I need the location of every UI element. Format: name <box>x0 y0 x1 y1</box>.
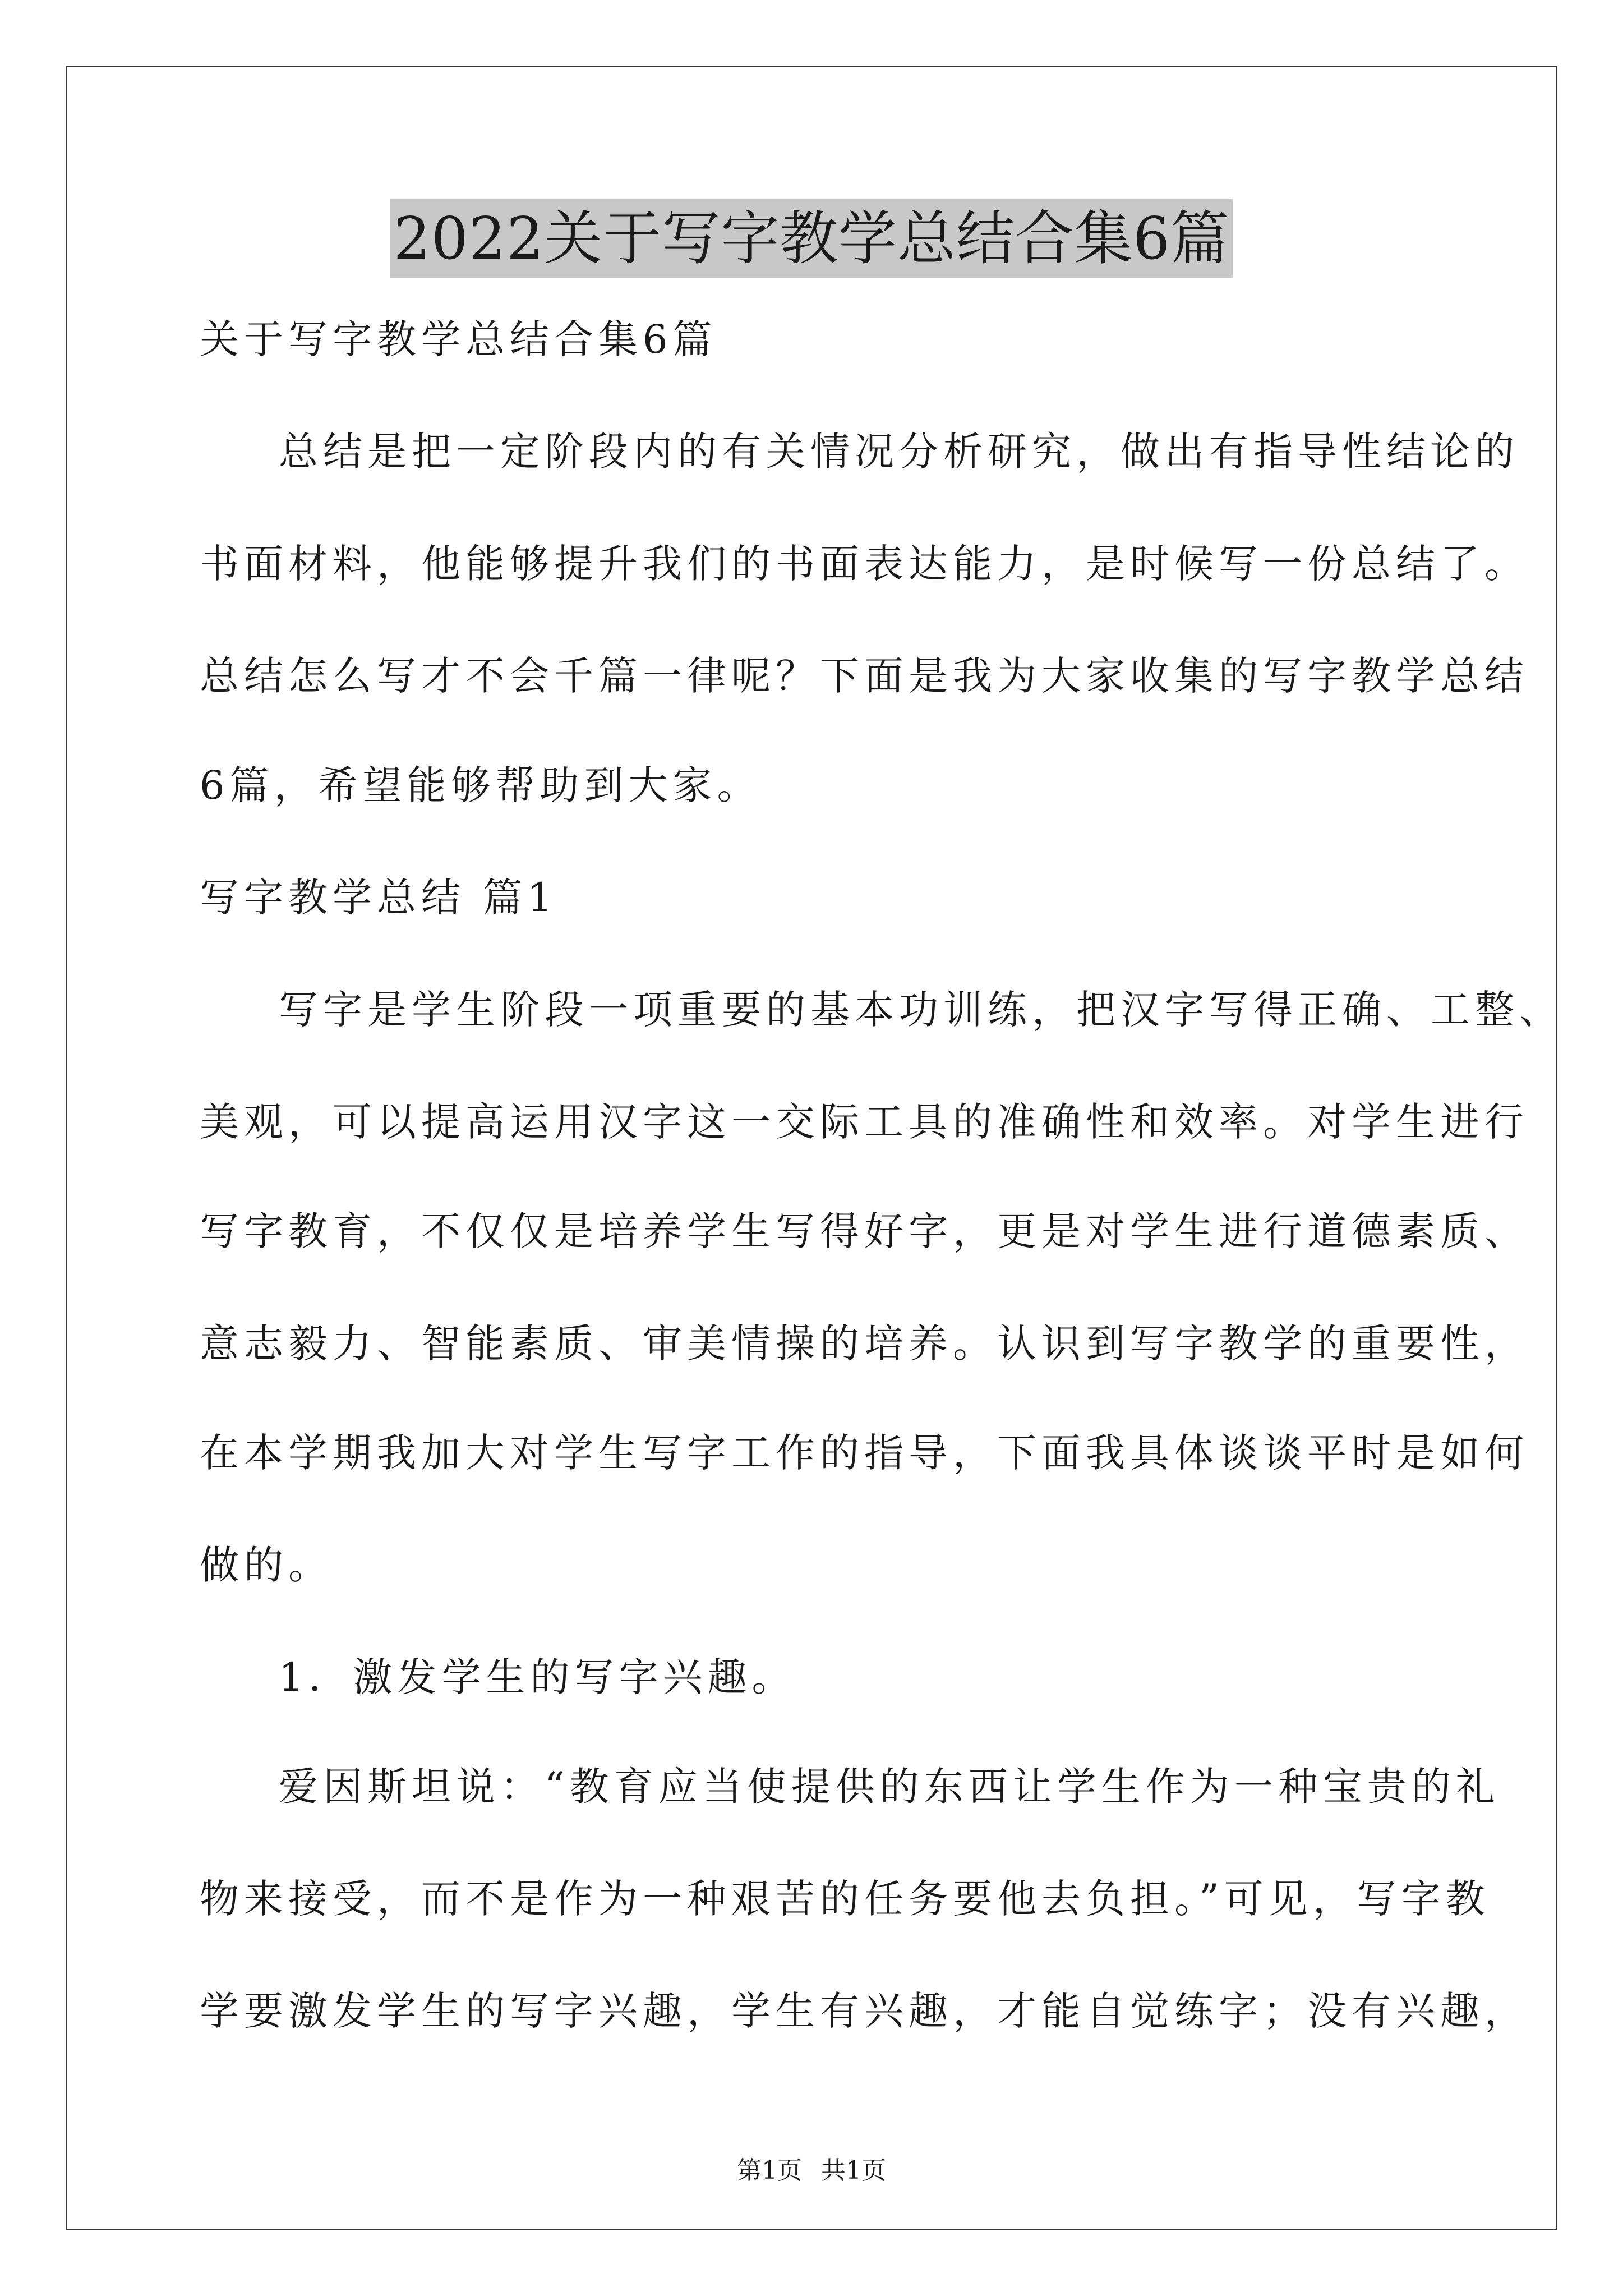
page-total: 共1页 <box>821 2156 886 2185</box>
list-item-heading: 1．激发学生的写字兴趣。 <box>279 1654 796 1700</box>
body-line: 写字教育，不仅仅是培养学生写得好字，更是对学生进行道德素质、 <box>200 1208 1529 1254</box>
page-footer <box>0 2154 1623 2188</box>
subtitle-line: 关于写字教学总结合集6篇 <box>200 316 717 362</box>
body-line: 做的。 <box>200 1542 333 1588</box>
body-line: 物来接受，而不是作为一种艰苦的任务要他去负担。”可见，写字教 <box>200 1876 1490 1922</box>
body-line: 意志毅力、智能素质、审美情操的培养。认识到写字教学的重要性， <box>200 1320 1529 1366</box>
title-container <box>0 199 1623 278</box>
body-line: 美观，可以提高运用汉字这一交际工具的准确性和效率。对学生进行 <box>200 1099 1529 1145</box>
page-number: 第1页 <box>737 2156 802 2185</box>
body-line: 书面材料，他能够提升我们的书面表达能力，是时候写一份总结了。 <box>200 541 1529 587</box>
body-line: 爱因斯坦说：“教育应当使提供的东西让学生作为一种宝贵的礼 <box>279 1764 1500 1810</box>
body-line: 在本学期我加大对学生写字工作的指导，下面我具体谈谈平时是如何 <box>200 1430 1529 1476</box>
body-line: 写字是学生阶段一项重要的基本功训练，把汉字写得正确、工整、 <box>279 987 1564 1033</box>
body-line: 学要激发学生的写字兴趣，学生有兴趣，才能自觉练字；没有兴趣， <box>200 1988 1529 2034</box>
body-line: 6篇，希望能够帮助到大家。 <box>200 762 762 808</box>
body-line: 总结怎么写才不会千篇一律呢？下面是我为大家收集的写字教学总结 <box>200 653 1529 699</box>
section-heading: 写字教学总结 篇1 <box>200 875 557 921</box>
document-title: 2022关于写字教学总结合集6篇 <box>390 199 1233 278</box>
body-line: 总结是把一定阶段内的有关情况分析研究，做出有指导性结论的 <box>279 429 1519 475</box>
